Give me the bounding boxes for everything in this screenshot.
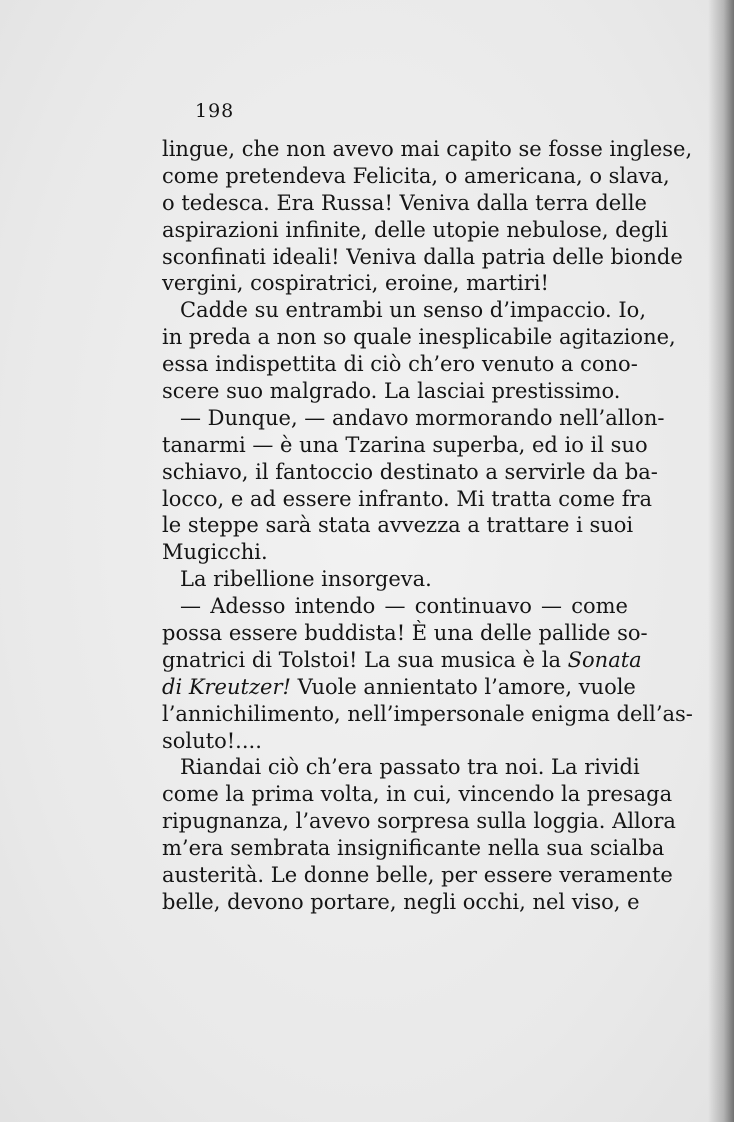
paragraph-start-line: — Dunque, — andavo mormorando nell’allon- — [180, 405, 665, 430]
text-line: Mugicchi. — [162, 540, 268, 565]
text-line: essa indispettita di ciò ch’ero venuto a cono- — [162, 352, 638, 377]
text-line: tanarmi — è una Tzarina superba, ed io il suo — [162, 432, 648, 457]
paragraph-start-line: — Adesso intendo — continuavo — come — [180, 594, 628, 619]
text-line: soluto!.... — [162, 728, 262, 753]
text-line — [162, 674, 636, 701]
text-line: schiavo, il fantoccio destinato a servirle da ba- — [162, 459, 658, 484]
text-line: sconfinati ideali! Veniva dalla patria delle bionde — [162, 244, 683, 269]
paragraph-start-line: Cadde su entrambi un senso d’impaccio. Io, — [180, 298, 646, 323]
italic-title-segment: Sonata — [567, 647, 642, 672]
text-line: m’era sembrata insignificante nella sua scialba — [162, 836, 665, 861]
text-line: o tedesca. Era Russa! Veniva dalla terra delle — [162, 190, 647, 215]
text-line: aspirazioni infinite, delle utopie nebulose, degli — [162, 217, 668, 242]
page-number: 198 — [195, 100, 235, 122]
text-segment: gnatrici di Tolstoi! La sua musica è la — [162, 647, 561, 672]
text-line: austerità. Le donne belle, per essere veramente — [162, 863, 673, 888]
text-segment: Vuole annientato l’amore, vuole — [297, 674, 636, 699]
text-line: locco, e ad essere infranto. Mi tratta come fra — [162, 486, 653, 511]
text-line: in preda a non so quale inesplicabile agitazione, — [162, 325, 676, 350]
text-line: lingue, che non avevo mai capito se fosse inglese, — [162, 137, 693, 161]
text-line: come pretendeva Felicita, o americana, o slava, — [162, 163, 670, 188]
text-line: belle, devono portare, negli occhi, nel viso, e — [162, 889, 640, 914]
text-line: vergini, cospiratrici, eroine, martiri! — [162, 271, 549, 296]
page-gutter-shadow — [708, 0, 734, 1122]
text-line: come la prima volta, in cui, vincendo la presaga — [162, 782, 673, 807]
paragraph-start-line: La ribellione insorgeva. — [180, 567, 432, 592]
body-text — [162, 136, 693, 916]
paragraph-start-line: Riandai ciò ch’era passato tra noi. La rividi — [180, 755, 640, 780]
text-line: ripugnanza, l’avevo sorpresa sulla loggia. Allora — [162, 809, 676, 834]
text-line: possa essere buddista! È una delle pallide so- — [162, 621, 648, 646]
text-line: le steppe sarà stata avvezza a trattare i suoi — [162, 513, 634, 538]
text-line — [162, 647, 642, 674]
text-line: scere suo malgrado. La lasciai prestissimo. — [162, 379, 621, 404]
italic-title-segment: di Kreutzer! — [162, 674, 291, 699]
text-line: l’annichilimento, nell’impersonale enigma dell’as- — [162, 701, 693, 726]
